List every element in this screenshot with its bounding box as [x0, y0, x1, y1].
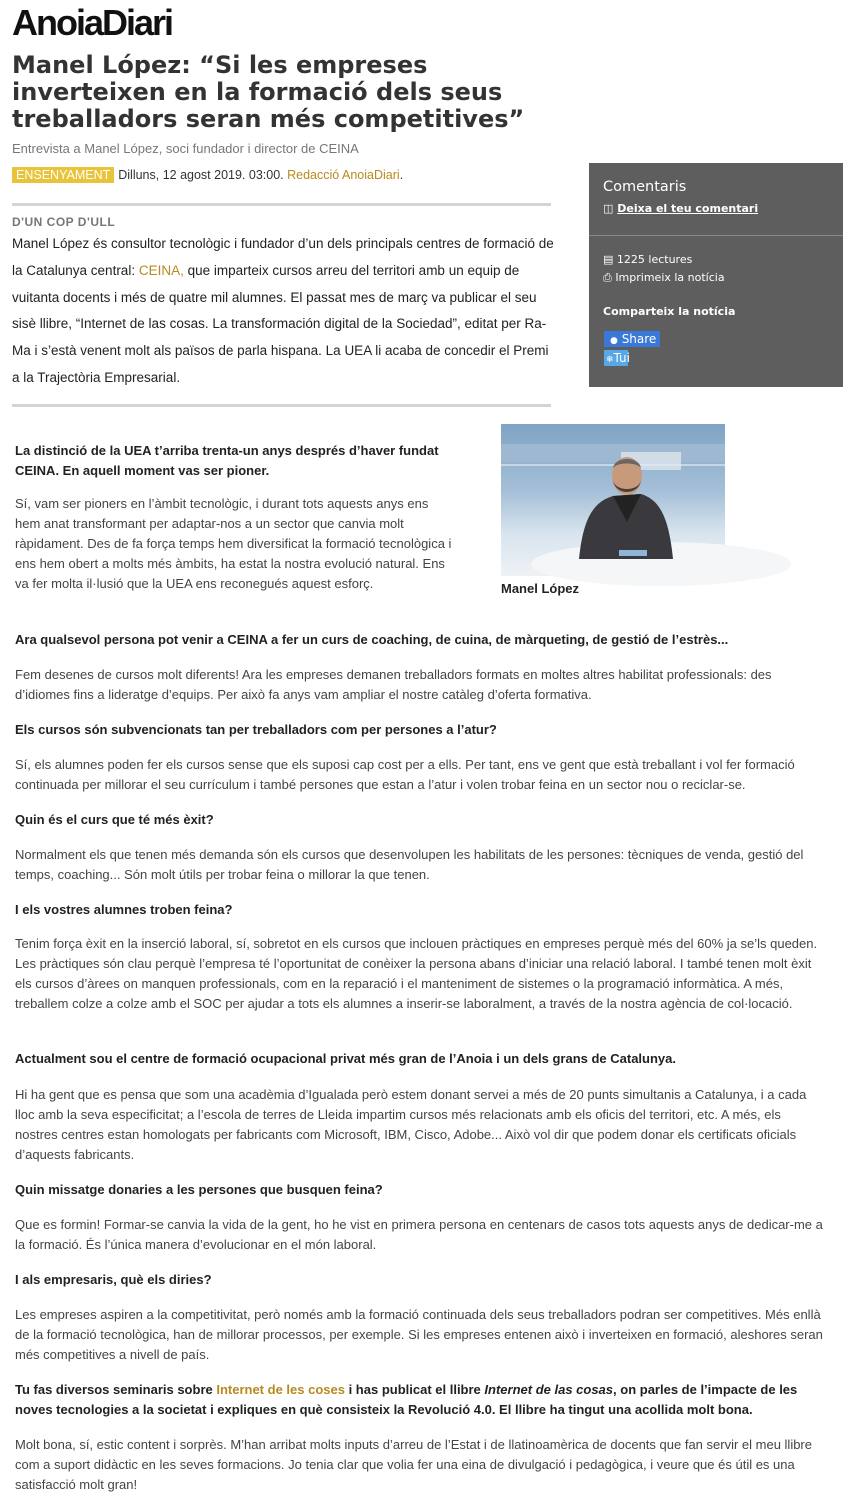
author-link[interactable]: Redacció AnoiaDiari — [287, 168, 400, 182]
article-date: Dilluns, 12 agost 2019. 03:00. — [118, 168, 284, 182]
answer: Hi ha gent que es pensa que som una acadèmia d’Igualada però estem donant servei a més de 20 punts simultanis a Catalunya, i a cada lloc amb la seva especificitat; a l’escola de terres de Lleida impartim cursos més relacionats amb els oficis del territori, etc. A més, els nostres centres estan homologats per fabricants com Microsoft, IBM, Cisco, Adobe... Això vol dir que podem donar els certificats oficials d’aquests fabricants. — [15, 1087, 807, 1162]
divider-bottom — [12, 404, 551, 407]
section-tag[interactable]: ENSENYAMENT — [12, 167, 114, 183]
ceina-link[interactable]: CEINA, — [138, 262, 184, 278]
question: I als empresaris, què els diries? — [15, 1272, 212, 1287]
facebook-share-button[interactable] — [604, 331, 660, 347]
site-logo[interactable]: AnoiaDiari — [12, 2, 173, 43]
answer: Normalment els que tenen més demanda són els cursos que desenvolupen les habilitats de les persones: tècniques de venda, gestió del temps, coaching... Són molt útils per trobar feina o millorar la que tenen. — [15, 847, 804, 882]
printer-icon: ⎙ — [603, 271, 612, 284]
question — [15, 1380, 827, 1420]
article-subtitle: Entrevista a Manel López, soci fundador i director de CEINA — [12, 141, 359, 156]
question-text: i has publicat el llibre — [344, 1382, 485, 1397]
twitter-icon: ❄ — [606, 355, 614, 365]
facebook-icon: ● — [610, 336, 618, 346]
answer: Tenim força èxit en la inserció laboral, sí, sobretot en els cursos que inclouen pràctiques en empreses perquè més del 60% ja se’ls queden. Les pràctiques són clau perquè l’empresa té l’oportunitat de conèixer la persona abans d’iniciar una relació laboral. I també tenen molt èxit els cursos d’àrees on manquen professionals, com en la reparació i el manteniment de sistemes o la programació informàtica. A més, treballem colze a colze amb el SOC per ajudar a tots els alumnes a inserir-se laboralment, a través de la nostra agència de col·locació. — [15, 936, 818, 1011]
reads-label: 1225 lectures — [616, 253, 693, 266]
share-button-label: Share — [621, 332, 657, 346]
question: Quin missatge donaries a les persones que busquen feina? — [15, 1182, 383, 1197]
question: Els cursos són subvencionats tan per treballadors com per persones a l’atur? — [15, 722, 497, 737]
person-illustration — [501, 424, 725, 576]
leave-comment-link[interactable] — [603, 202, 758, 215]
article-title: Manel López: “Si les empreses inverteixen en la formació dels seus treballadors seran més competitives” — [12, 51, 525, 133]
reads-count — [603, 253, 692, 266]
answer: Molt bona, sí, estic content i sorprès. M’han arribat molts inputs d’arreu de l’Estat i de llatinoamèrica de docents que fan servir el meu llibre com a suport didàctic en les seves formacions. Jo tenia clar que volia fer una eina de divulgació i pedagògica, i veure que és útil es una satisfacció molt gran! — [15, 1437, 812, 1492]
share-title: Comparteix la notícia — [603, 305, 736, 318]
question: Ara qualsevol persona pot venir a CEINA a fer un curs de coaching, de cuina, de màrqueting, de gestió de l’estrès... — [15, 632, 729, 647]
answer: Que es formin! Formar-se canvia la vida de la gent, ho he vist en primera persona en centenars de casos tots aquests anys de dedicar-me a la formació. És l’única manera d’evolucionar en el món laboral. — [15, 1217, 823, 1252]
lede-text-start: Manel López és consultor tecnològic i fundador d’un dels principals centres de formació de la Catalunya central: — [12, 236, 554, 278]
question: La distinció de la UEA t’arriba trenta-un anys després d’haver fundat CEINA. En aquell moment vas ser pioner. — [15, 443, 439, 478]
twitter-share-button[interactable] — [604, 350, 628, 366]
photo-caption: Manel López — [501, 581, 580, 596]
answer: Fem desenes de cursos molt diferents! Ara les empreses demanen treballadors formats en moltes altres habilitat professionals: des d’idiomes fins a lideratge d’equips. Per això fa anys vam ampliar el nostre catàleg d’oferta formativa. — [15, 667, 772, 702]
question-text: Tu fas diversos seminaris sobre — [15, 1382, 217, 1397]
answer: Sí, vam ser pioners en l’àmbit tecnològic, i durant tots aquests anys ens hem anat transformant per adaptar-nos a un sector que canvia molt ràpidament. Des de fa força temps hem diversificat la formació tecnològica i ens hem obert a molts més àmbits, ha estat la nostra evolució natural. Ens va fer molta il·lusió que la UEA ens reconegués aquest esforç. — [15, 496, 452, 591]
sidebar-panel — [589, 163, 843, 387]
article-meta — [12, 168, 403, 182]
leave-comment-label: Deixa el teu comentari — [617, 202, 759, 215]
question: Actualment sou el centre de formació ocupacional privat més gran de l’Anoia i un dels grans de Catalunya. — [15, 1051, 677, 1066]
iot-link[interactable]: Internet de les coses — [216, 1382, 345, 1397]
comment-icon: ◫ — [603, 202, 614, 215]
question: I els vostres alumnes troben feina? — [15, 902, 233, 917]
comments-title: Comentaris — [603, 179, 687, 195]
question: Quin és el curs que té més èxit? — [15, 812, 214, 827]
divider-top — [12, 203, 551, 206]
lede-text-end: que imparteix cursos arreu del territori amb un equip de vuitanta docents i més de quatre mil alumnes. El passat mes de març va publicar el seu sisè llibre, “Internet de las cosas. La transformación digital de la Sociedad”, editat per Ra-Ma i s’està venent molt als països de parla hispana. La UEA li acaba de concedir el Premi a la Trajectòria Empresarial. — [12, 262, 549, 385]
lede-kicker: D'UN COP D'ULL — [12, 215, 116, 229]
answer: Les empreses aspiren a la competitivitat, però només amb la formació continuada dels seus treballadors podran ser competitives. Més enllà de la formació tecnològica, han de millorar processos, per exemple. Si les empreses entenen això i inverteixen en formació, aleshores seran més competitives a nivell de país. — [15, 1307, 823, 1362]
question-text: , on parles de l’impacte de les noves tecnologies a la societat i expliques en què consisteix la Revolució 4.0. El llibre ha tingut una acollida molt bona. — [15, 1382, 798, 1417]
sidebar-divider — [589, 235, 843, 236]
tweet-button-label: Tui — [613, 351, 630, 365]
book-title: Internet de las cosas — [484, 1382, 614, 1397]
document-icon: ▤ — [603, 253, 614, 266]
print-link[interactable] — [603, 271, 725, 285]
interview-photo[interactable] — [501, 424, 725, 576]
answer: Sí, els alumnes poden fer els cursos sense que els suposi cap cost per a ells. Per tant, ens ve gent que està treballant i vol fer formació continuada per millorar el seu currículum i també persones que estan a l’atur i volen trobar feina en un sector nou o reciclar-se. — [15, 757, 795, 792]
article-lede — [12, 231, 557, 392]
print-label: Imprimeix la notícia — [615, 271, 725, 284]
author-suffix: . — [399, 168, 404, 182]
